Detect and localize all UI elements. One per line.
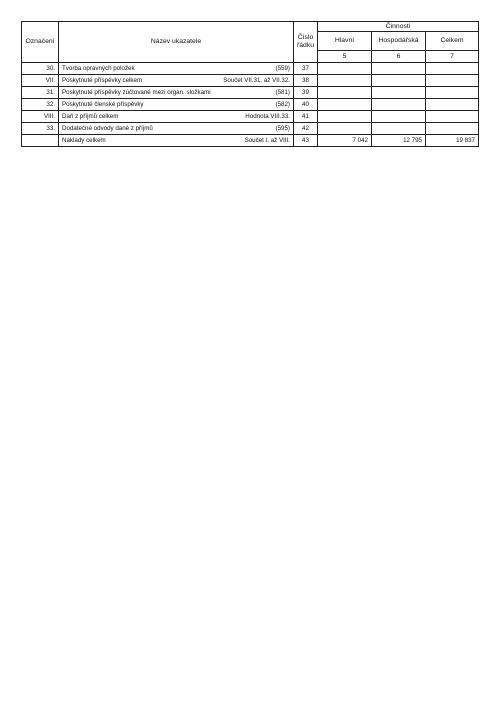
row-main xyxy=(318,63,372,75)
row-ref: (595) xyxy=(275,124,290,132)
row-number: 43 xyxy=(294,135,318,147)
row-main xyxy=(318,111,372,123)
table-body xyxy=(22,63,479,147)
row-name: Poskytnuté příspěvky celkem xyxy=(62,76,143,84)
table-row xyxy=(22,75,479,87)
row-main xyxy=(318,75,372,87)
header-activities: Činnosti xyxy=(318,22,479,32)
row-total xyxy=(426,75,479,87)
header-total: Celkem xyxy=(426,32,479,51)
row-main: 7 042 xyxy=(318,135,372,147)
row-name-cell xyxy=(59,75,294,87)
header-name: Název ukazatele xyxy=(59,22,294,63)
row-economic xyxy=(372,75,426,87)
row-name: Poskytnuté členské příspěvky xyxy=(62,100,144,108)
row-total xyxy=(426,87,479,99)
table-row xyxy=(22,63,479,75)
header-row-number-line2: řádku xyxy=(297,42,315,49)
row-main xyxy=(318,123,372,135)
row-code: 31. xyxy=(22,87,59,99)
row-name-cell xyxy=(59,87,294,99)
row-number: 39 xyxy=(294,87,318,99)
row-name: Daň z příjmů celkem xyxy=(62,112,119,120)
row-code: VII. xyxy=(22,75,59,87)
row-name-cell xyxy=(59,135,294,147)
header-num-main: 5 xyxy=(318,51,372,63)
row-economic xyxy=(372,123,426,135)
row-economic xyxy=(372,99,426,111)
cost-report-table xyxy=(21,21,479,147)
report-sheet xyxy=(21,21,478,147)
row-total xyxy=(426,63,479,75)
row-total xyxy=(426,123,479,135)
row-economic: 12 795 xyxy=(372,135,426,147)
row-code xyxy=(22,135,59,147)
row-code: 32. xyxy=(22,99,59,111)
header-economic: Hospodářská xyxy=(372,32,426,51)
row-number: 40 xyxy=(294,99,318,111)
row-total: 19 837 xyxy=(426,135,479,147)
row-number: 42 xyxy=(294,123,318,135)
row-name-cell xyxy=(59,123,294,135)
row-code: VIII. xyxy=(22,111,59,123)
row-total xyxy=(426,111,479,123)
row-ref: (581) xyxy=(275,88,290,96)
table-header xyxy=(22,22,479,63)
header-code: Označení xyxy=(22,22,59,63)
table-row xyxy=(22,123,479,135)
row-name: Tvorba opravných položek xyxy=(62,64,135,72)
row-number: 38 xyxy=(294,75,318,87)
row-name-cell xyxy=(59,111,294,123)
row-name: Náklady celkem xyxy=(62,136,106,144)
row-name-cell xyxy=(59,99,294,111)
table-row xyxy=(22,87,479,99)
row-name: Dodatečné odvody daně z příjmů xyxy=(62,124,153,132)
table-row xyxy=(22,99,479,111)
row-ref: (582) xyxy=(275,100,290,108)
header-num-economic: 6 xyxy=(372,51,426,63)
header-row-number xyxy=(294,22,318,63)
row-ref: Součet I. až VIII. xyxy=(244,136,290,144)
row-main xyxy=(318,87,372,99)
row-economic xyxy=(372,111,426,123)
row-name: Poskytnuté příspěvky zúčtované mezi organ. složkami xyxy=(62,88,211,96)
header-num-total: 7 xyxy=(426,51,479,63)
row-total xyxy=(426,99,479,111)
row-number: 37 xyxy=(294,63,318,75)
row-ref: Hodnota VIII.33. xyxy=(245,112,290,120)
table-row xyxy=(22,111,479,123)
row-economic xyxy=(372,63,426,75)
table-row-total xyxy=(22,135,479,147)
row-number: 41 xyxy=(294,111,318,123)
row-economic xyxy=(372,87,426,99)
header-main: Hlavní xyxy=(318,32,372,51)
row-code: 33. xyxy=(22,123,59,135)
row-name-cell xyxy=(59,63,294,75)
row-code: 30. xyxy=(22,63,59,75)
row-main xyxy=(318,99,372,111)
row-ref: Součet VII.31. až VII.32. xyxy=(223,76,290,84)
row-ref: (559) xyxy=(275,64,290,72)
header-row-number-line1: Číslo xyxy=(297,34,314,42)
